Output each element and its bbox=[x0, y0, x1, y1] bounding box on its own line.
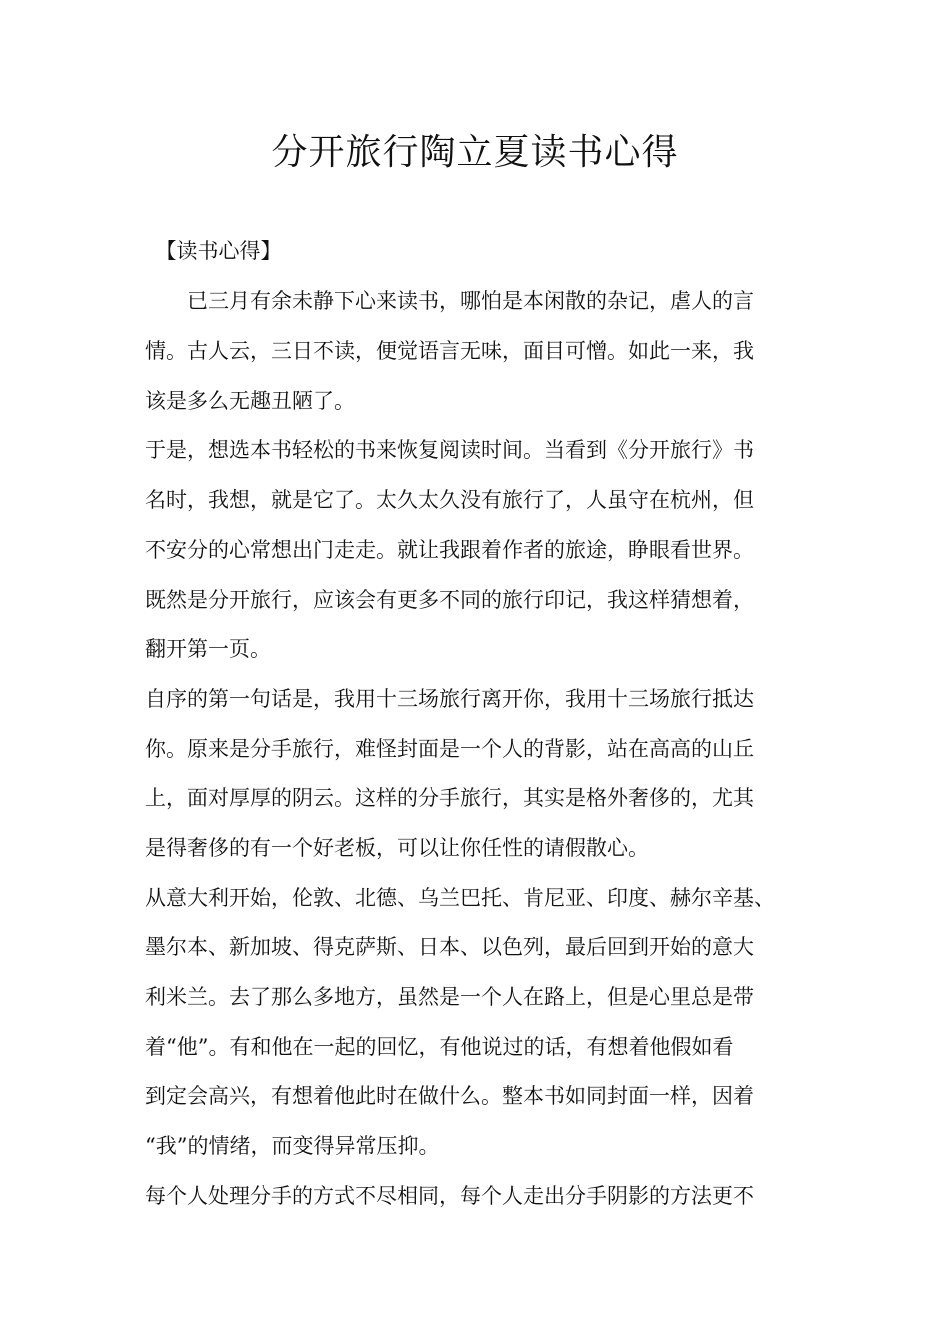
paragraph-line: 是得奢侈的有一个好老板，可以让你任性的请假散心。 bbox=[145, 836, 649, 860]
paragraph-line: 已三月有余未静下心来读书，哪怕是本闲散的杂记，虐人的言 bbox=[145, 289, 754, 313]
paragraph-line: 自序的第一句话是，我用十三场旅行离开你，我用十三场旅行抵达 bbox=[145, 687, 754, 711]
paragraph-line: 墨尔本、新加坡、得克萨斯、日本、以色列，最后回到开始的意大 bbox=[145, 935, 754, 959]
paragraph-line: 名时，我想，就是它了。太久太久没有旅行了，人虽守在杭州，但 bbox=[145, 488, 754, 512]
paragraph-line: 既然是分开旅行，应该会有更多不同的旅行印记，我这样猜想着， bbox=[145, 588, 754, 612]
paragraph-line: 每个人处理分手的方式不尽相同，每个人走出分手阴影的方法更不 bbox=[145, 1184, 754, 1208]
paragraph-line: 该是多么无趣丑陋了。 bbox=[145, 389, 355, 413]
paragraph-line: 着“他”。有和他在一起的回忆，有他说过的话，有想着他假如看 bbox=[145, 1035, 734, 1059]
paragraph-line: 从意大利开始，伦敦、北德、乌兰巴托、肯尼亚、印度、赫尔辛基、 bbox=[145, 886, 775, 910]
document-title: 分开旅行陶立夏读书心得 bbox=[271, 132, 679, 173]
paragraph-line: “我”的情绪，而变得异常压抑。 bbox=[145, 1134, 440, 1158]
paragraph-line: 情。古人云，三日不读，便觉语言无味，面目可憎。如此一来，我 bbox=[145, 339, 754, 363]
paragraph-line: 于是，想选本书轻松的书来恢复阅读时间。当看到《分开旅行》书 bbox=[145, 438, 754, 462]
paragraph-line: 到定会高兴，有想着他此时在做什么。整本书如同封面一样，因着 bbox=[145, 1084, 754, 1108]
heading-reading-notes: 【读书心得】 bbox=[145, 239, 282, 263]
paragraph-line: 你。原来是分手旅行，难怪封面是一个人的背影，站在高高的山丘 bbox=[145, 737, 754, 761]
paragraph-line: 利米兰。去了那么多地方，虽然是一个人在路上，但是心里总是带 bbox=[145, 985, 754, 1009]
paragraph-line: 不安分的心常想出门走走。就让我跟着作者的旅途，睁眼看世界。 bbox=[145, 538, 754, 562]
paragraph-line: 翻开第一页。 bbox=[145, 637, 271, 661]
paragraph-line: 上，面对厚厚的阴云。这样的分手旅行，其实是格外奢侈的，尤其 bbox=[145, 786, 754, 810]
